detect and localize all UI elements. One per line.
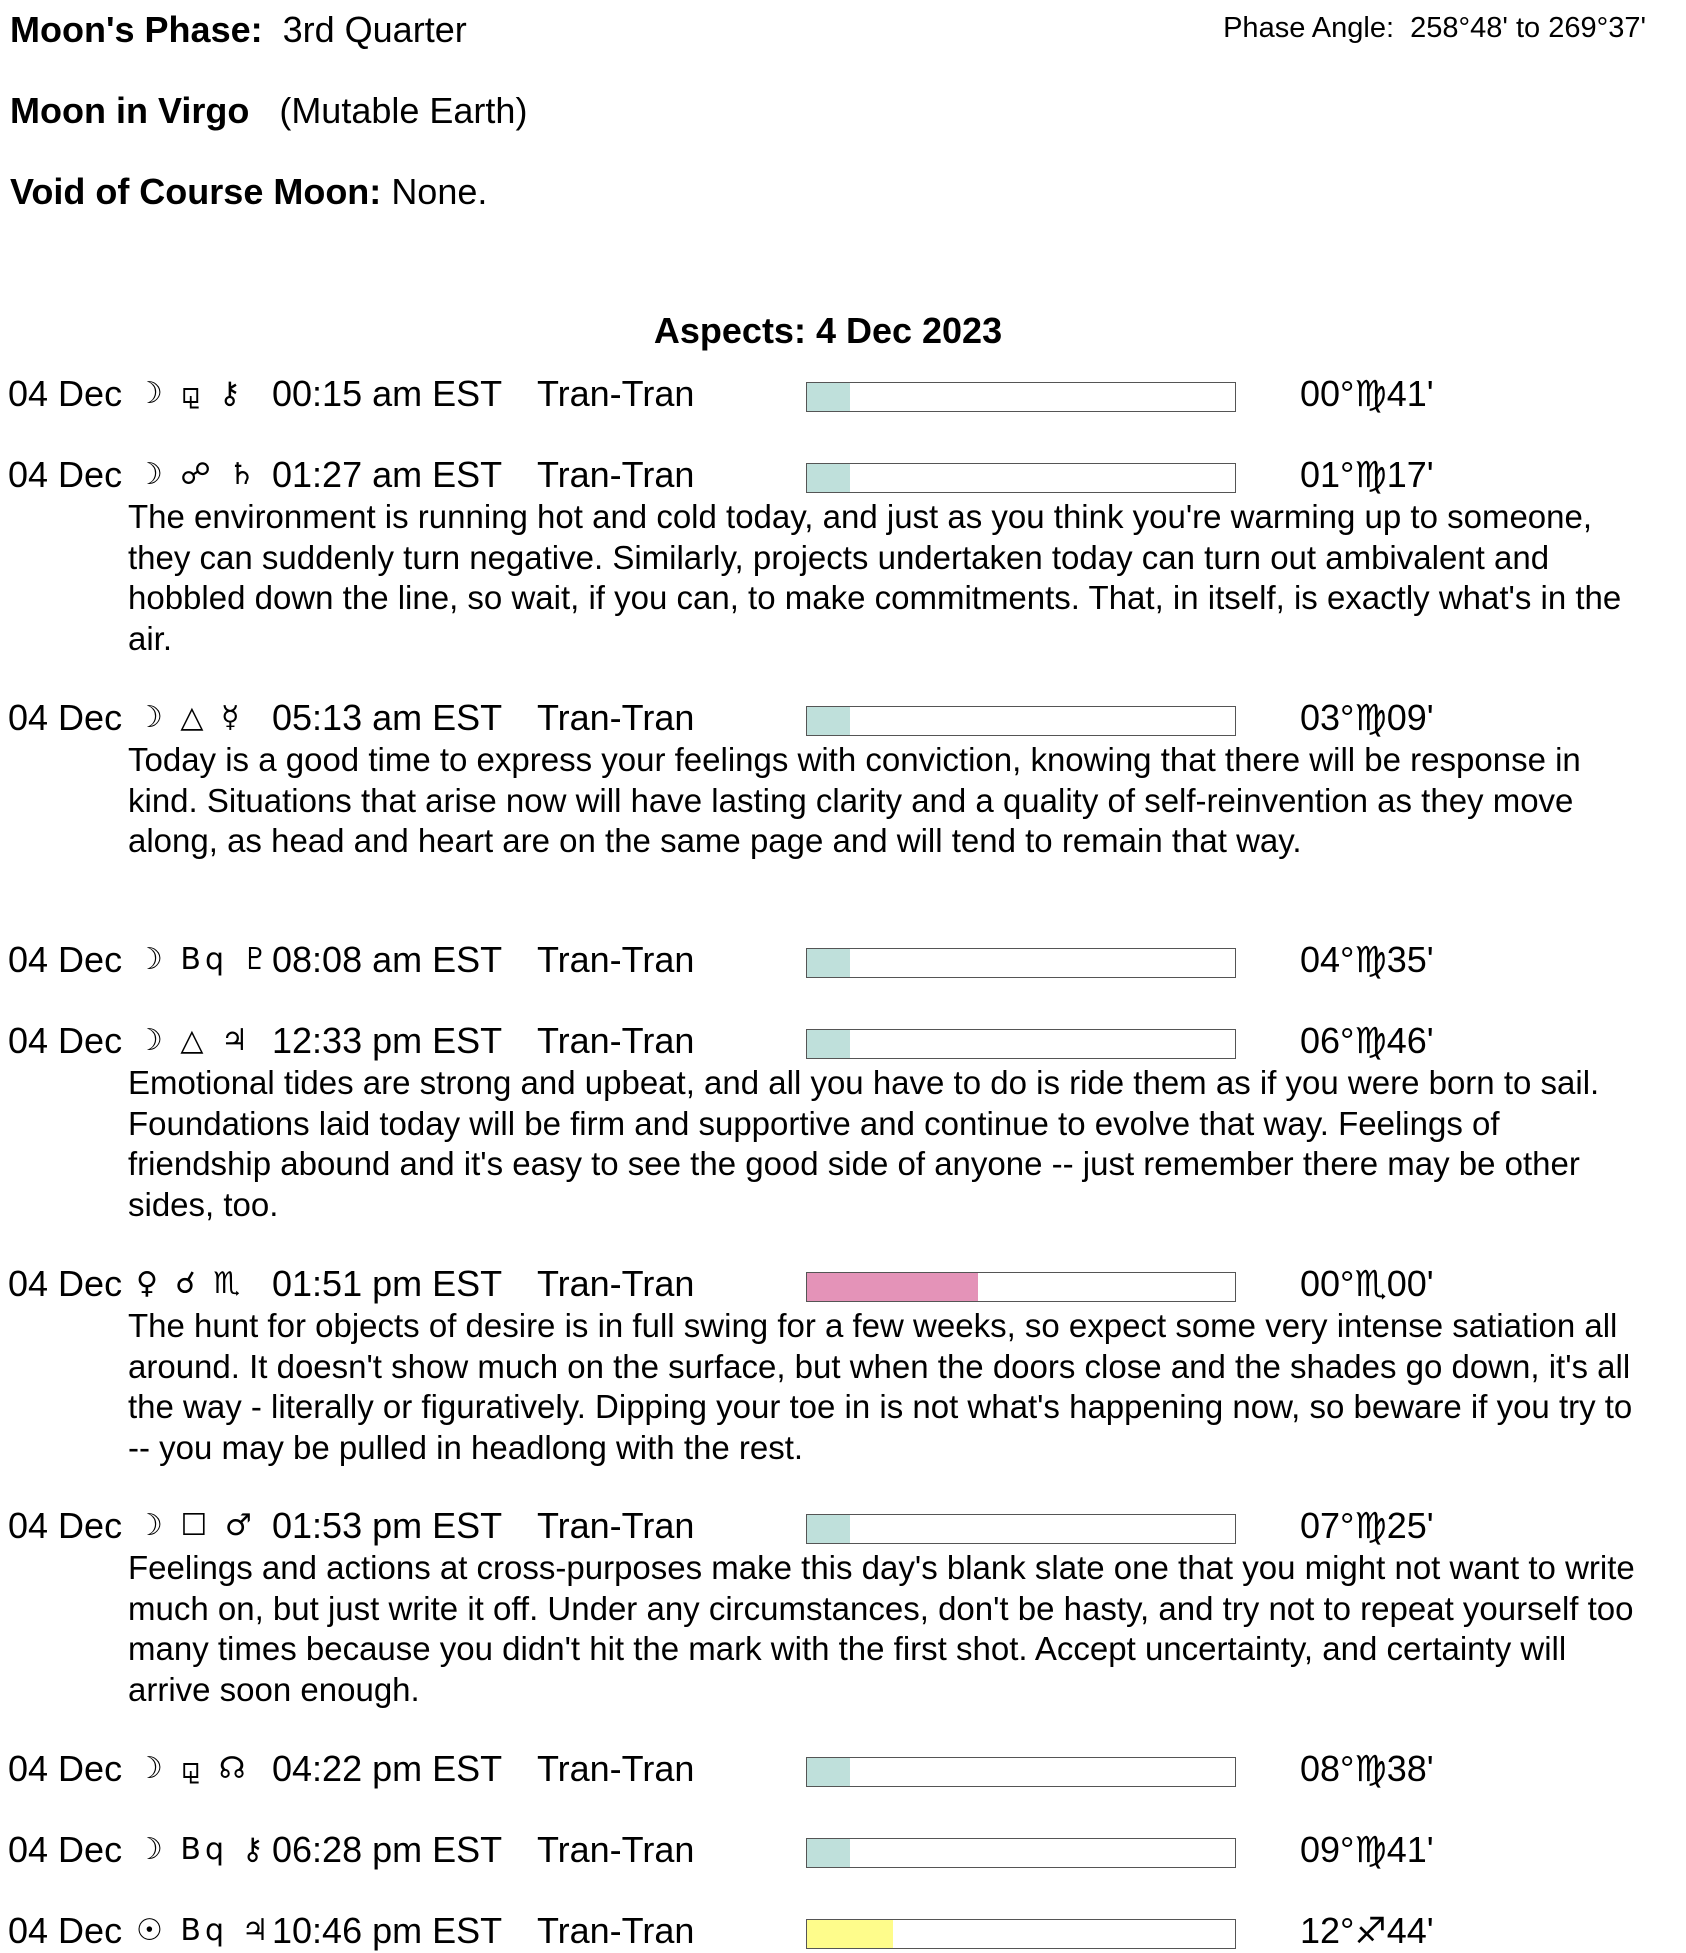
aspect-row (0, 1262, 1686, 1306)
aspect-entry (0, 1909, 1686, 1953)
aspect-strength-bar (806, 1029, 1236, 1059)
aspect-time: 01:53 pm EST (272, 1505, 503, 1546)
void-of-course-label: Void of Course Moon: (10, 171, 382, 212)
aspect-time: 06:28 pm EST (272, 1829, 503, 1870)
aspect-glyphs: ♀ ☌ ♏ (136, 1266, 245, 1301)
aspect-kind: Tran-Tran (537, 1505, 695, 1546)
aspect-row (0, 372, 1686, 416)
aspect-interpretation: The hunt for objects of desire is in full swing for a few weeks, so expect some very intense satiation all around. It doesn't show much on the surface, but when the doors close and the shades go down, it's all the way - literally or figuratively. Dipping your toe in is not what's happening now, so beware if you try to -- you may be pulled in headlong with the rest. (128, 1307, 1633, 1466)
phase-angle-value: 258°48' to 269°37' (1410, 12, 1646, 44)
aspect-kind: Tran-Tran (537, 697, 695, 738)
aspect-position: 07°♍25' (1300, 1505, 1434, 1546)
aspect-entry (0, 1019, 1686, 1225)
aspect-entry (0, 1828, 1686, 1872)
aspect-entry (0, 1262, 1686, 1468)
aspect-interpretation: Feelings and actions at cross-purposes make this day's blank slate one that you might not want to write much on, but just write it off. Under any circumstances, don't be hasty, and try not to repeat yourself too many times because you didn't hit the mark with the first shot. Accept uncertainty, and certainty will arrive soon enough. (128, 1549, 1635, 1708)
aspect-interpretation: Emotional tides are strong and upbeat, and all you have to do is ride them as if you were born to sail. Foundations laid today will be firm and supportive and continue to evolve that way. Feelings of friendship abound and it's easy to see the good side of anyone -- just remember there may be other sides, too. (128, 1064, 1600, 1223)
aspect-date: 04 Dec (8, 1910, 123, 1951)
aspect-position: 00°♏00' (1300, 1263, 1434, 1304)
aspect-glyphs: ☽ △ ♃ (136, 1023, 252, 1058)
aspect-interpretation: The environment is running hot and cold today, and just as you think you're warming up to someone, they can suddenly turn negative. Similarly, projects undertaken today can turn out ambivalent and hobbled down the line, so wait, if you can, to make commitments. That, in itself, is exactly what's in the air. (128, 498, 1622, 657)
aspect-strength-fill (807, 1515, 850, 1543)
aspect-strength-bar (806, 1838, 1236, 1868)
aspect-strength-fill (807, 1273, 978, 1301)
aspect-row (0, 453, 1686, 497)
aspect-time: 01:51 pm EST (272, 1263, 503, 1304)
aspect-row (0, 938, 1686, 982)
aspect-position: 01°♍17' (1300, 454, 1434, 495)
aspect-entry (0, 696, 1686, 862)
aspect-strength-bar (806, 382, 1236, 412)
void-of-course-line (10, 170, 487, 214)
aspect-glyphs: ☽ ⚼ ☊ (136, 1751, 250, 1786)
aspect-row (0, 1019, 1686, 1063)
aspect-row (0, 1909, 1686, 1953)
aspect-time: 10:46 pm EST (272, 1910, 503, 1951)
moon-phase-line (10, 8, 467, 52)
aspect-strength-bar (806, 1272, 1236, 1302)
aspect-position: 03°♍09' (1300, 697, 1434, 738)
aspects-title: Aspects: 4 Dec 2023 (653, 310, 1003, 351)
aspect-strength-bar (806, 1514, 1236, 1544)
aspect-strength-fill (807, 707, 850, 735)
aspect-date: 04 Dec (8, 1829, 123, 1870)
moon-sign-element: (Mutable Earth) (279, 90, 528, 131)
aspect-glyphs: ☉ Bq ♃ (136, 1913, 273, 1948)
aspect-kind: Tran-Tran (537, 1910, 695, 1951)
aspect-entry (0, 1747, 1686, 1791)
aspect-strength-fill (807, 1920, 893, 1948)
moon-phase-value: 3rd Quarter (282, 9, 467, 50)
aspect-strength-bar (806, 948, 1236, 978)
aspect-date: 04 Dec (8, 939, 123, 980)
aspect-glyphs: ☽ ☍ ♄ (136, 457, 260, 492)
aspect-strength-bar (806, 706, 1236, 736)
aspect-date: 04 Dec (8, 454, 123, 495)
aspect-date: 04 Dec (8, 697, 123, 738)
aspect-strength-bar (806, 1919, 1236, 1949)
aspect-time: 00:15 am EST (272, 373, 503, 414)
aspect-glyphs: ☽ Bq ♇ (136, 942, 273, 977)
aspect-position: 04°♍35' (1300, 939, 1434, 980)
aspect-strength-fill (807, 1758, 850, 1786)
aspect-entry (0, 453, 1686, 659)
aspect-date: 04 Dec (8, 1020, 123, 1061)
aspect-time: 04:22 pm EST (272, 1748, 503, 1789)
aspect-kind: Tran-Tran (537, 1263, 695, 1304)
aspect-date: 04 Dec (8, 1505, 123, 1546)
aspect-strength-fill (807, 464, 850, 492)
aspect-strength-fill (807, 949, 850, 977)
moon-sign-line (10, 89, 527, 133)
moon-phase-label: Moon's Phase: (10, 9, 263, 50)
aspect-strength-fill (807, 383, 850, 411)
aspect-glyphs: ☽ Bq ⚷ (136, 1832, 268, 1867)
aspect-date: 04 Dec (8, 1748, 123, 1789)
aspect-strength-bar (806, 463, 1236, 493)
aspect-position: 06°♍46' (1300, 1020, 1434, 1061)
aspect-date: 04 Dec (8, 373, 123, 414)
aspect-kind: Tran-Tran (537, 454, 695, 495)
aspect-strength-fill (807, 1839, 850, 1867)
aspect-row (0, 1828, 1686, 1872)
aspect-entry (0, 372, 1686, 416)
aspect-time: 05:13 am EST (272, 697, 503, 738)
aspect-strength-fill (807, 1030, 850, 1058)
aspect-position: 08°♍38' (1300, 1748, 1434, 1789)
aspect-glyphs: ☽ ⚼ ⚷ (136, 376, 245, 411)
aspect-time: 01:27 am EST (272, 454, 503, 495)
aspect-kind: Tran-Tran (537, 1748, 695, 1789)
aspect-interpretation: Today is a good time to express your feelings with conviction, knowing that there will be response in kind. Situations that arise now will have lasting clarity and a quality of self-reinvention as they move along, as head and heart are on the same page and will tend to remain that way. (128, 741, 1581, 859)
aspect-row (0, 1504, 1686, 1548)
aspect-strength-bar (806, 1757, 1236, 1787)
aspect-row (0, 696, 1686, 740)
aspect-glyphs: ☽ △ ☿ (136, 700, 244, 735)
moon-sign-label: Moon in Virgo (10, 90, 250, 131)
aspect-glyphs: ☽ ☐ ♂ (136, 1508, 256, 1543)
aspect-kind: Tran-Tran (537, 1020, 695, 1061)
aspect-entry (0, 938, 1686, 982)
aspect-kind: Tran-Tran (537, 939, 695, 980)
aspect-kind: Tran-Tran (537, 373, 695, 414)
aspect-position: 09°♍41' (1300, 1829, 1434, 1870)
aspect-row (0, 1747, 1686, 1791)
phase-angle-label: Phase Angle: (1223, 12, 1395, 44)
aspect-position: 12°♐44' (1300, 1910, 1434, 1951)
aspect-date: 04 Dec (8, 1263, 123, 1304)
aspect-position: 00°♍41' (1300, 373, 1434, 414)
aspect-time: 08:08 am EST (272, 939, 503, 980)
aspect-kind: Tran-Tran (537, 1829, 695, 1870)
aspect-entry (0, 1504, 1686, 1710)
phase-angle (1223, 8, 1646, 48)
aspect-time: 12:33 pm EST (272, 1020, 503, 1061)
void-of-course-value: None. (391, 171, 488, 212)
